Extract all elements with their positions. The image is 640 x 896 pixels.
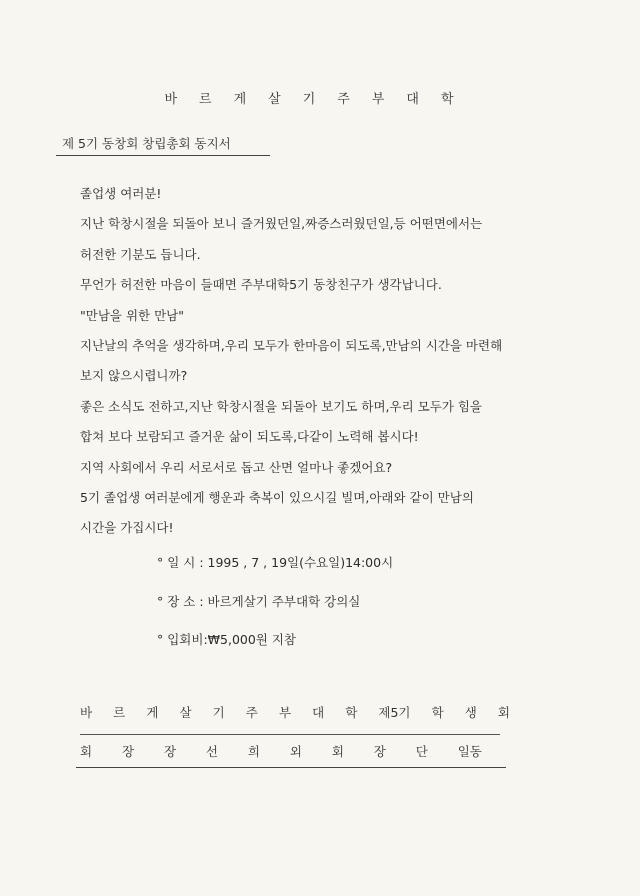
signature-char: 일동 (457, 744, 482, 759)
signature-char: 학 (345, 705, 358, 720)
signature-char: 회 (80, 744, 93, 759)
signature-char: 기 (212, 705, 225, 720)
body-line: 시간을 가집시다! (80, 520, 174, 536)
body-line: 지난 학창시절을 되돌아 보니 즐거웠던일,짜증스러웠던일,등 어떤면에서는 (80, 216, 483, 232)
body-line: 보지 않으시렵니까? (80, 368, 188, 384)
signature-members (80, 742, 482, 760)
body-line: 무언가 허전한 마음이 들때면 주부대학5기 동창친구가 생각납니다. (80, 277, 442, 293)
document-subject: 제 5기 동창회 창립총회 동지서 (62, 136, 231, 151)
signature-char: 회 (497, 705, 510, 720)
event-location: ° 장 소 : 바르게살기 주부대학 강의실 (157, 593, 361, 609)
signature-char: 르 (113, 705, 126, 720)
body-line: 좋은 소식도 전하고,지난 학창시절을 되돌아 보기도 하며,우리 모두가 힘을 (80, 398, 482, 414)
body-line: 합쳐 보다 보람되고 즐거운 삶이 되도록,다같이 노력해 봅시다! (80, 429, 419, 445)
event-fee: ° 입회비:₩5,000원 지참 (157, 632, 297, 647)
signature-underline (76, 767, 506, 768)
body-line: "만남을 위한 만남" (80, 307, 184, 323)
event-details (157, 551, 393, 667)
signature-char: 외 (289, 744, 302, 759)
letter-body (80, 179, 600, 544)
body-line: 졸업생 여러분! (80, 186, 162, 201)
signature-char: 희 (247, 744, 260, 759)
signature-char: 장 (163, 744, 177, 759)
signature-char: 부 (278, 705, 292, 720)
event-date: ° 일 시 : 1995 , 7 , 19일(수요일)14:00시 (157, 555, 394, 570)
signature-organization (80, 703, 510, 721)
signature-char: 살 (179, 705, 192, 720)
signature-char: 장 (373, 744, 386, 759)
body-line: 5기 졸업생 여러분에게 행운과 축복이 있으시길 빌며,아래와 같이 만남의 (80, 489, 474, 505)
signature-char: 생 (464, 705, 477, 720)
signature-char: 선 (205, 744, 218, 759)
document-title: 바르게살기주부대학 (164, 92, 476, 107)
signature-char: 단 (415, 744, 428, 759)
signature-char: 회 (331, 744, 344, 759)
body-line: 지난날의 추억을 생각하며,우리 모두가 한마음이 되도록,만남의 시간을 마련해 (80, 337, 503, 353)
signature-divider (80, 734, 500, 735)
signature-char: 장 (121, 744, 135, 759)
subject-underline (56, 155, 270, 156)
body-line: 지역 사회에서 우리 서로서로 돕고 산면 얼마나 좋겠어요? (80, 459, 393, 475)
signature-char: 바 (80, 705, 93, 720)
signature-char: 대 (312, 705, 325, 720)
signature-char: 게 (146, 705, 159, 720)
signature-char: 제5기 (378, 705, 411, 720)
signature-char: 학 (431, 705, 444, 720)
body-line: 허전한 기분도 듭니다. (80, 246, 201, 262)
signature-char: 주 (245, 705, 258, 720)
